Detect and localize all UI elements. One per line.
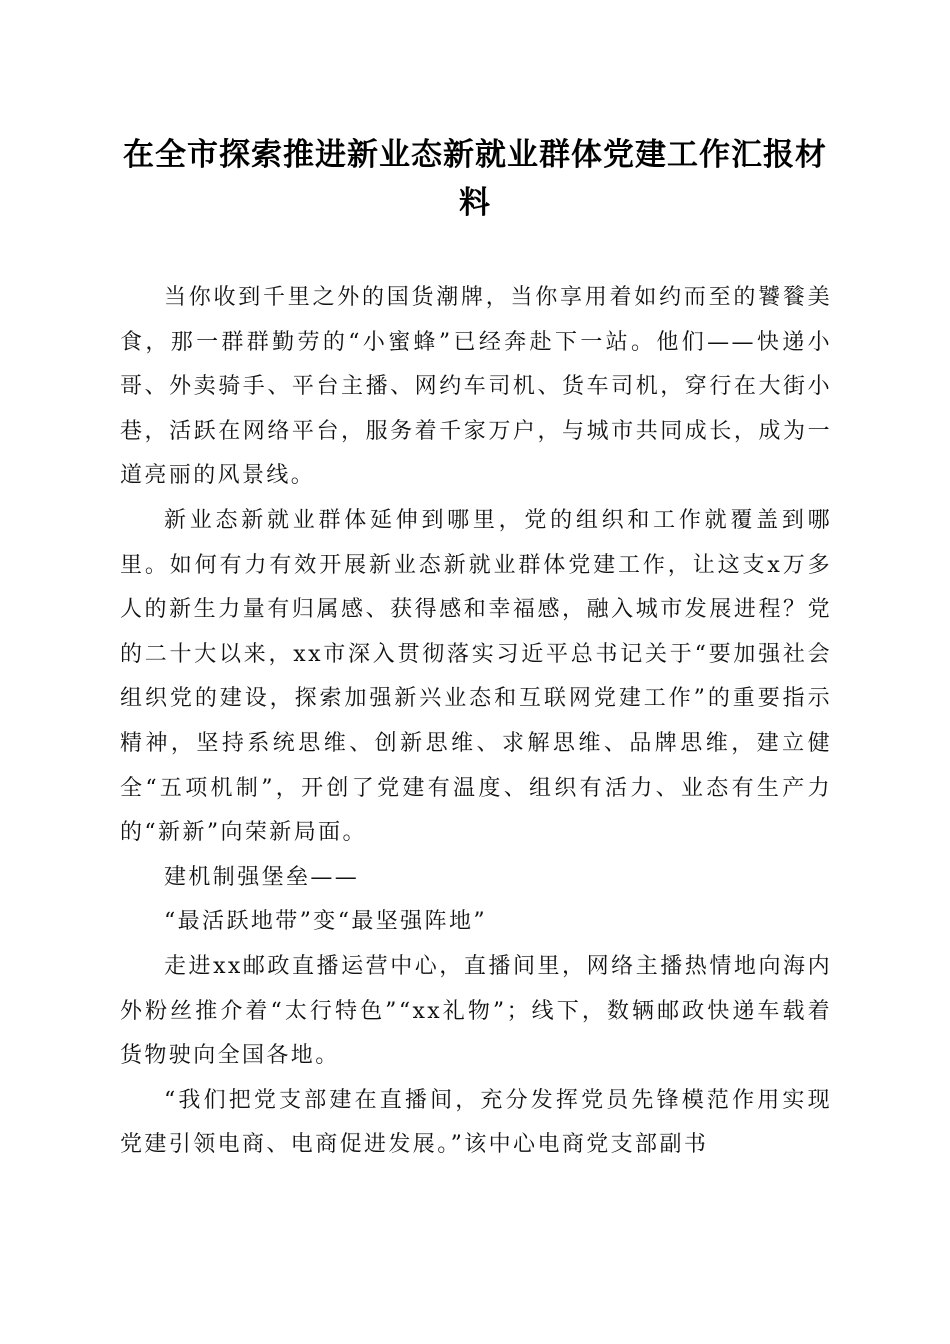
section-subheading: “最活跃地带”变“最坚强阵地” xyxy=(164,909,487,935)
document-title: 在全市探索推进新业态新就业群体党建工作汇报材料 xyxy=(123,137,827,221)
paragraph-coverage: 新业态新就业群体延伸到哪里，党的组织和工作就覆盖到哪里。如何有力有效开展新业态新就业群体党建工作，让这支x万多人的新生力量有归属感、获得感和幸福感，融入城市发展进程？党的二十大以来，xx市深入贯彻落实习近平总书记关于“要加强社会组织党的建设，探索加强新兴业态和互联网党建工作”的重要指示精神，坚持系统思维、创新思维、求解思维、品牌思维，建立健全“五项机制”，开创了党建有温度、组织有活力、业态有生产力的“新新”向荣新局面。 xyxy=(120,507,832,846)
paragraph-intro: 当你收到千里之外的国货潮牌，当你享用着如约而至的饕餮美食，那一群群勤劳的“小蜜蜂”已经奔赴下一站。他们——快递小哥、外卖骑手、平台主播、网约车司机、货车司机，穿行在大街小巷，活跃在网络平台，服务着千家万户，与城市共同成长，成为一道亮丽的风景线。 xyxy=(120,285,832,489)
document-body xyxy=(120,276,832,1168)
section-heading-mechanism: 建机制强堡垒—— xyxy=(164,864,360,890)
paragraph-quote: “我们把党支部建在直播间，充分发挥党员先锋模范作用实现党建引领电商、电商促进发展。”该中心电商党支部副书 xyxy=(120,1087,832,1158)
paragraph-livestream-center: 走进xx邮政直播运营中心，直播间里，网络主播热情地向海内外粉丝推介着“太行特色”“xx礼物”；线下，数辆邮政快递车载着货物驶向全国各地。 xyxy=(120,953,832,1069)
